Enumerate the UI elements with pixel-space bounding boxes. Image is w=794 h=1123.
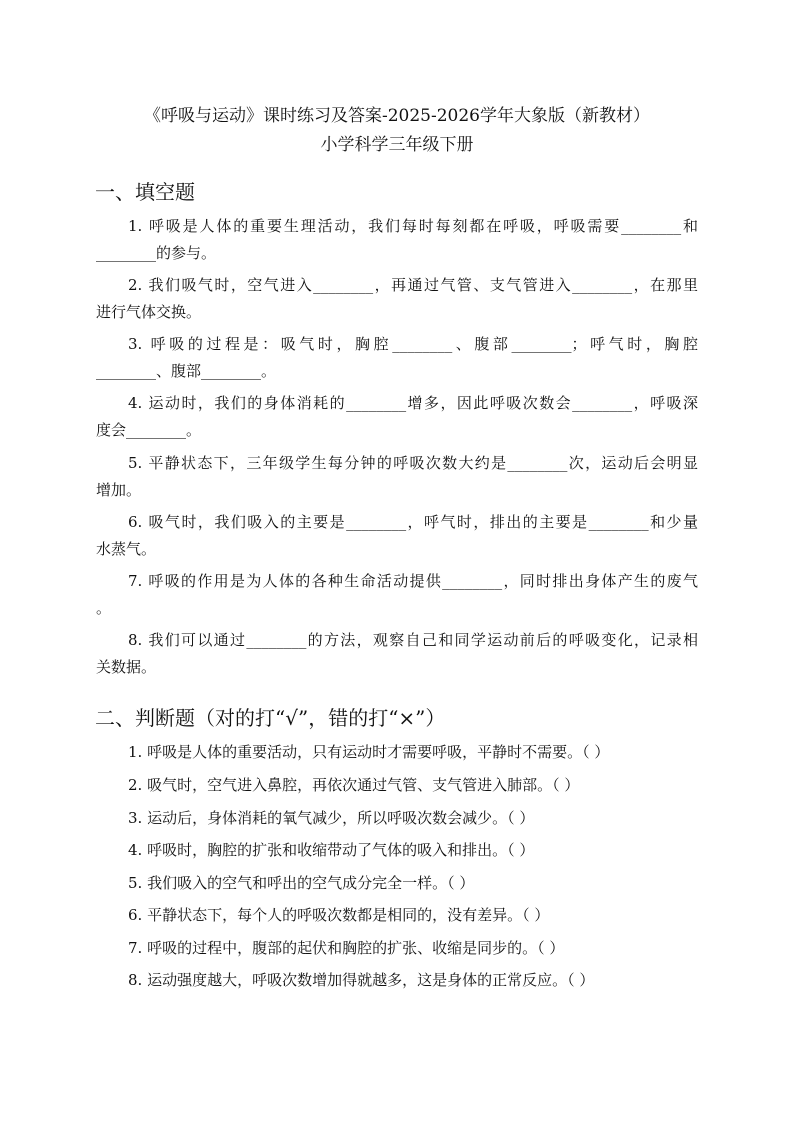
true-false-item-8: 8. 运动强度越大，呼吸次数增加得就越多，这是身体的正常反应。（ ） (128, 971, 595, 989)
section-fill-in-heading: 一、填空题 (95, 180, 195, 204)
fill-question-8 (96, 627, 698, 681)
fill-question-5 (96, 450, 698, 504)
fill-question-1 (96, 213, 698, 267)
true-false-item-1: 1. 呼吸是人体的重要活动，只有运动时才需要呼吸，平静时不需要。（ ） (128, 743, 610, 761)
question-line: 进行气体交换。 (96, 303, 202, 321)
true-false-item-4: 4. 呼吸时，胸腔的扩张和收缩带动了气体的吸入和排出。（ ） (128, 841, 535, 859)
question-line: 8. 我们可以通过________的方法，观察自己和同学运动前后的呼吸变化，记录相 (128, 631, 698, 649)
question-line: ________的参与。 (96, 244, 217, 262)
fill-question-6 (96, 509, 698, 563)
fill-question-2 (96, 272, 698, 326)
document-title-line1: 《呼吸与运动》课时练习及答案-2025-2026学年大象版（新教材） (143, 106, 650, 126)
true-false-item-7: 7. 呼吸的过程中，腹部的起伏和胸腔的扩张、收缩是同步的。（ ） (128, 939, 565, 957)
question-line: 6. 吸气时，我们吸入的主要是________，呼气时，排出的主要是________和少量 (128, 513, 698, 531)
true-false-item-3: 3. 运动后，身体消耗的氧气减少，所以呼吸次数会减少。（ ） (128, 809, 535, 827)
question-line: 增加。 (96, 481, 142, 499)
section-true-false-heading: 二、判断题（对的打“√”，错的打“×”） (95, 706, 446, 730)
question-line: 7. 呼吸的作用是为人体的各种生命活动提供________，同时排出身体产生的废气 (128, 572, 698, 590)
question-line: 关数据。 (96, 658, 157, 676)
question-line: 度会________。 (96, 421, 202, 439)
fill-question-7 (96, 568, 698, 622)
fill-question-3 (96, 331, 698, 385)
question-line: ________、腹部________。 (96, 362, 277, 380)
question-line: 5. 平静状态下，三年级学生每分钟的呼吸次数大约是________次，运动后会明显 (128, 454, 698, 472)
question-line: 4. 运动时，我们的身体消耗的________增多，因此呼吸次数会________，呼吸深 (128, 394, 698, 412)
question-line: 1. 呼吸是人体的重要生理活动，我们每时每刻都在呼吸，呼吸需要________和 (128, 217, 698, 235)
question-line: 。 (96, 599, 112, 617)
question-line: 水蒸气。 (96, 540, 157, 558)
question-line: 2. 我们吸气时，空气进入________，再通过气管、支气管进入________，在那里 (128, 276, 698, 294)
true-false-item-2: 2. 吸气时，空气进入鼻腔，再依次通过气管、支气管进入肺部。（ ） (128, 776, 580, 794)
fill-question-4 (96, 390, 698, 444)
true-false-item-6: 6. 平静状态下，每个人的呼吸次数都是相同的，没有差异。（ ） (128, 906, 550, 924)
true-false-item-5: 5. 我们吸入的空气和呼出的空气成分完全一样。（ ） (128, 874, 475, 892)
document-title-line2: 小学科学三年级下册 (320, 135, 474, 155)
question-line: 3. 呼吸的过程是：吸气时，胸腔________、腹部________；呼气时，胸腔 (128, 335, 698, 353)
